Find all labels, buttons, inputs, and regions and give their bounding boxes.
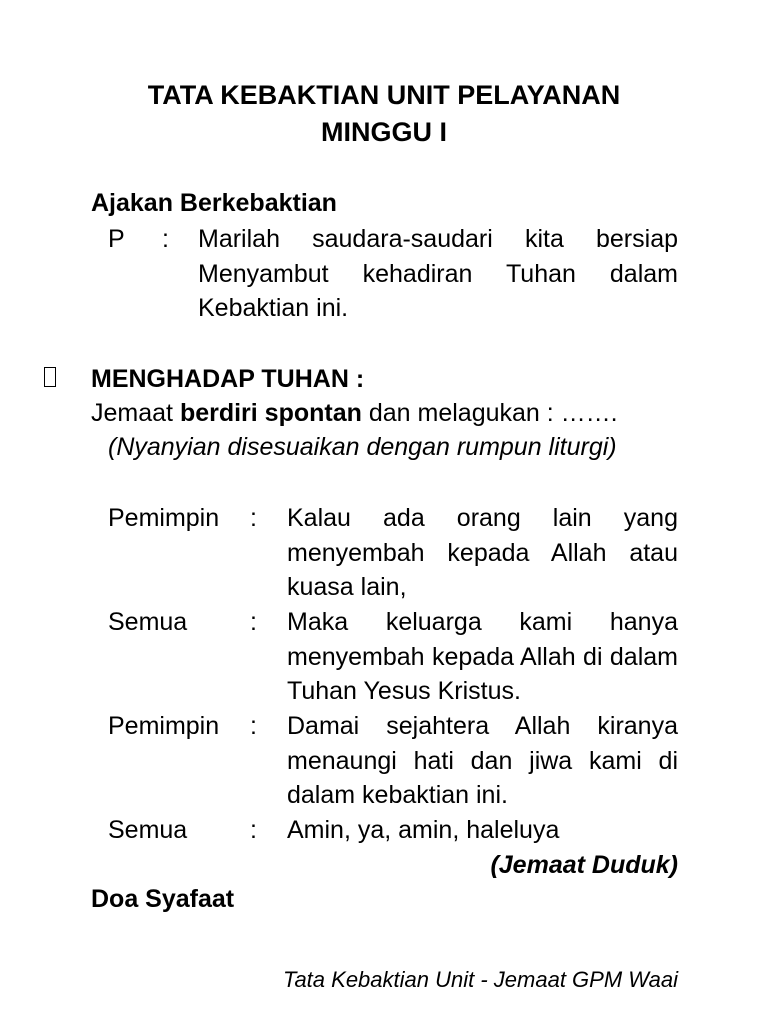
speaker-label-semua: Semua — [108, 816, 188, 844]
response-text: Amin, ya, amin, haleluya — [287, 816, 560, 844]
liturgy-note: (Nyanyian disesuaikan dengan rumpun liturgi) — [108, 433, 617, 461]
page-footer: Tata Kebaktian Unit - Jemaat GPM Waai — [283, 967, 678, 992]
speaker-label-p: P — [108, 225, 125, 253]
jemaat-duduk-instruction: (Jemaat Duduk) — [490, 851, 678, 879]
jemaat-suffix: dan melagukan : ……. — [361, 399, 618, 427]
colon-separator: : — [250, 608, 257, 636]
colon-separator: : — [250, 816, 257, 844]
page-title-line-2: MINGGU I — [321, 117, 447, 147]
speaker-label-pemimpin: Pemimpin — [108, 504, 220, 532]
section-heading-ajakan: Ajakan Berkebaktian — [91, 189, 337, 217]
colon-separator: : — [250, 504, 257, 532]
jemaat-bold: berdiri spontan — [179, 399, 362, 427]
colon-separator: : — [250, 712, 257, 740]
jemaat-instruction — [91, 396, 618, 430]
section-heading-menghadap: MENGHADAP TUHAN : — [91, 365, 365, 393]
colon-separator: : — [162, 225, 169, 253]
response-text: Damai sejahtera Allah kiranya menaungi hati dan jiwa kami di dalam kebaktian ini. — [287, 712, 678, 809]
response-text: Maka keluarga kami hanya menyembah kepada Allah di dalam Tuhan Yesus Kristus. — [287, 608, 678, 705]
bullet-box-icon — [44, 367, 56, 387]
section-heading-doa-syafaat: Doa Syafaat — [91, 885, 235, 913]
response-text: Kalau ada orang lain yang menyembah kepada Allah atau kuasa lain, — [287, 504, 678, 601]
jemaat-prefix: Jemaat — [91, 399, 180, 427]
speaker-label-pemimpin: Pemimpin — [108, 712, 220, 740]
speaker-label-semua: Semua — [108, 608, 188, 636]
page-title-line-1: TATA KEBAKTIAN UNIT PELAYANAN — [147, 80, 621, 110]
ajakan-text: Marilah saudara-saudari kita bersiap Menyambut kehadiran Tuhan dalam Kebaktian ini. — [198, 225, 678, 322]
